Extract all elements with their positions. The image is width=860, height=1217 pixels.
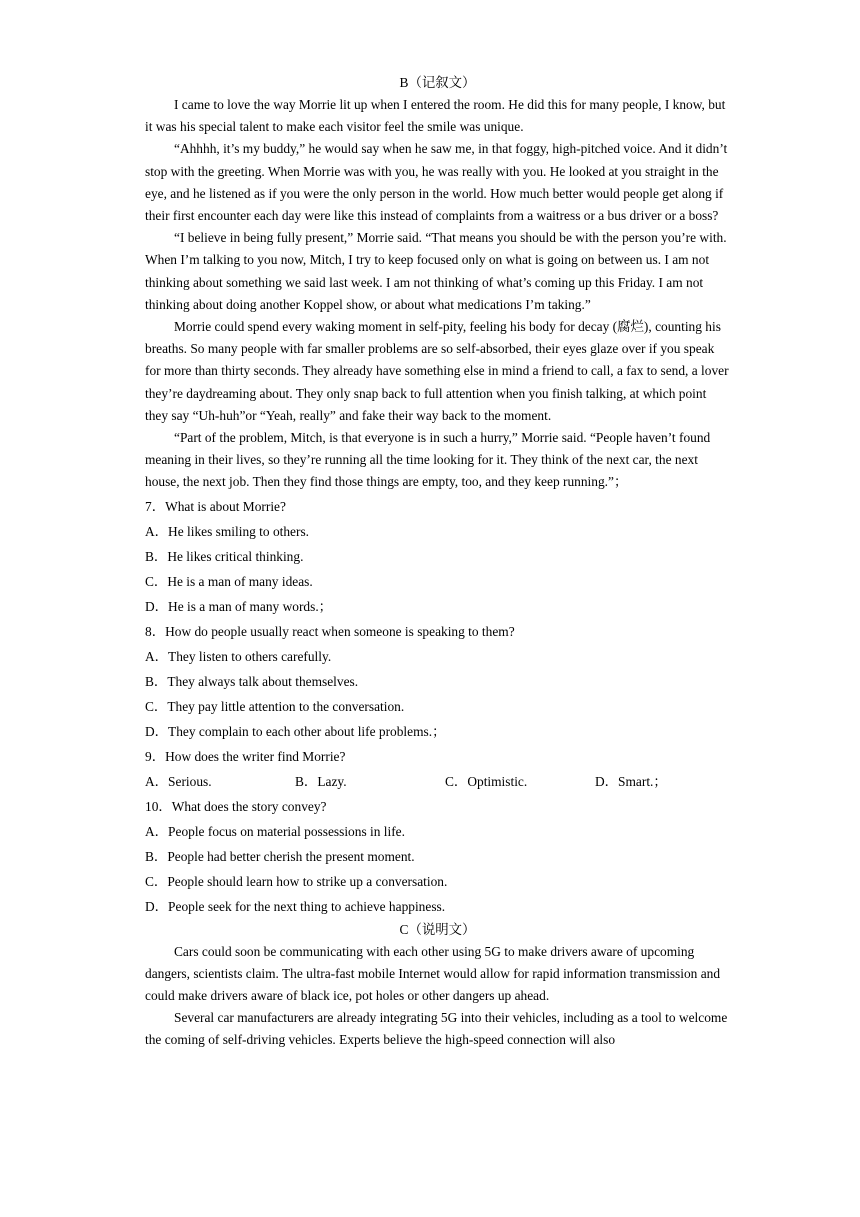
option-c[interactable]: C．They pay little attention to the conversation. (145, 698, 405, 714)
passage-paragraph: “I believe in being fully present,” Morrie said. “That means you should be with the person you’re with. When I’m talking to you now, Mitch, I try to keep focused only on what is going on between us. I am not thinking about something we said last week. I am not thinking of what’s coming up this Friday. I am not thinking about doing another Koppel show, or about what medications I’m taking.” (145, 230, 727, 312)
option-d[interactable]: D．People seek for the next thing to achieve happiness. (145, 898, 446, 914)
question-7 (145, 494, 730, 619)
option-d[interactable]: D．They complain to each other about life problems.； (145, 723, 446, 739)
option-d[interactable]: D．He is a man of many words.； (145, 598, 333, 614)
question-stem: 7．What is about Morrie? (145, 498, 286, 514)
option-c[interactable]: C．Optimistic. (445, 773, 528, 789)
option-a[interactable]: A．Serious. (145, 773, 212, 789)
question-9 (145, 744, 730, 794)
question-stem: 10．What does the story convey? (145, 798, 327, 814)
passage-paragraph: I came to love the way Morrie lit up when I entered the room. He did this for many people, I know, but it was his special talent to make each visitor feel the smile was unique. (145, 97, 726, 135)
question-8 (145, 619, 730, 744)
option-b[interactable]: B．They always talk about themselves. (145, 673, 359, 689)
passage-paragraph: Several car manufacturers are already integrating 5G into their vehicles, including as a tool to welcome the coming of self-driving vehicles. Experts believe the high-speed connection will also (145, 1010, 728, 1048)
option-a[interactable]: A．People focus on material possessions in life. (145, 823, 405, 839)
option-b[interactable]: B．He likes critical thinking. (145, 548, 304, 564)
option-b[interactable]: B．Lazy. (295, 773, 347, 789)
option-a[interactable]: A．He likes smiling to others. (145, 523, 310, 539)
passage-paragraph: “Ahhhh, it’s my buddy,” he would say when he saw me, in that foggy, high-pitched voice. And it didn’t stop with the greeting. When Morrie was with you, he was really with you. He looked at you straight in the eye, and he listened as if you were the only person in the world. How much better would people get along if their first encounter each day were like this instead of complaints from a waitress or a bus driver or a boss? (145, 141, 728, 224)
document-page (145, 72, 730, 1052)
option-b[interactable]: B．People had better cherish the present moment. (145, 848, 415, 864)
question-stem: 9．How does the writer find Morrie? (145, 748, 346, 764)
section-c-title: C（说明文） (399, 921, 476, 937)
passage-paragraph: Cars could soon be communicating with each other using 5G to make drivers aware of upcoming dangers, scientists claim. The ultra-fast mobile Internet would allow for rapid information transmission and could make drivers aware of black ice, pot holes or other dangers up ahead. (145, 943, 721, 1004)
question-stem: 8．How do people usually react when someone is speaking to them? (145, 623, 515, 639)
section-b-title: B（记叙文） (399, 75, 476, 90)
passage-paragraph: Morrie could spend every waking moment in self-pity, feeling his body for decay (腐烂), counting his breaths. So many people with far smaller problems are so self-absorbed, their eyes glaze over if you speak for more than thirty seconds. They already have something else in mind a friend to call, a fax to send, a lover they’re daydreaming about. They only snap back to full attention when you finish talking, at which point they say “Uh-huh”or “Yeah, really” and fake their way back to the moment. (145, 319, 729, 423)
options-row (145, 769, 730, 794)
question-10 (145, 794, 730, 919)
option-c[interactable]: C．He is a man of many ideas. (145, 573, 313, 589)
option-a[interactable]: A．They listen to others carefully. (145, 648, 332, 664)
option-c[interactable]: C．People should learn how to strike up a conversation. (145, 873, 448, 889)
option-d[interactable]: D．Smart.； (595, 773, 667, 789)
passage-paragraph: “Part of the problem, Mitch, is that everyone is in such a hurry,” Morrie said. “People haven’t found meaning in their lives, so they’re running all the time looking for it. They think of the next car, the next house, the next job. Then they find those things are empty, too, and they keep running.”； (145, 430, 711, 490)
